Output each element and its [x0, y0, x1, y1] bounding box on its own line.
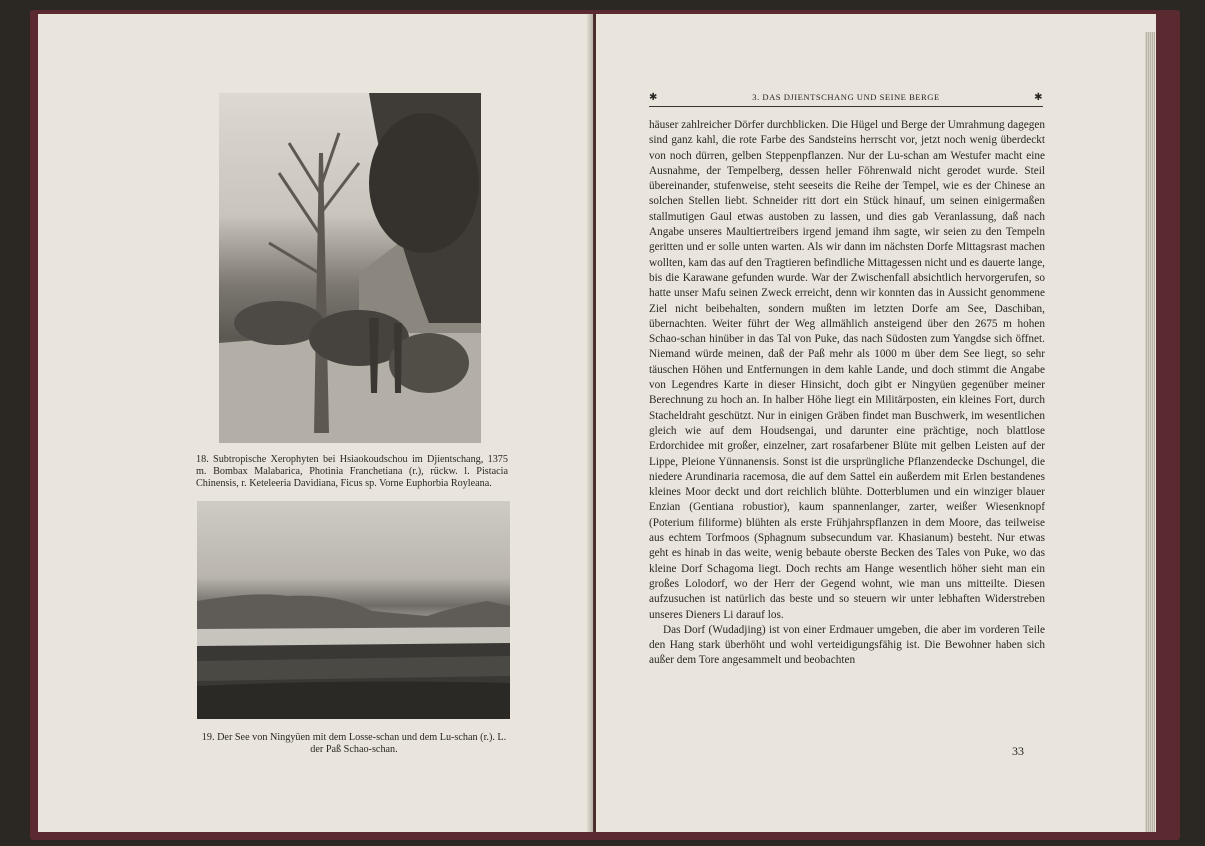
lake-ningyuen-image	[197, 501, 510, 719]
paragraph: häuser zahlreicher Dörfer durchblicken. Die Hügel und Berge der Umrahmung dagegen sind ganz kahl, die rote Farbe des Sandsteins herrscht vor, jetzt noch wenig überdeckt von noch dürren, gelben Steppenpflanzen. Nur der Lu-schan am Westufer macht eine Ausnahme, der Tempelberg, dessen heller Föhrenwald nicht gerodet wurde. Steil übereinander, stufenweise, steht seeseits die Reihe der Tempel, wie es der Chinese an solchen Stellen liebt. Schneider ritt dort ein Stück hinauf, um seinen einigermaßen stallmutigen Gaul etwas austoben zu lassen, und dies gab Veranlassung, daß nach Angabe unseres Maultiertreibers irgend jemand ihm sagte, wir seien zu den Tempeln geritten und er solle unten warten. Als wir dann im nächsten Dorfe Mittagsrast machen wollten, kam das auf den Tragtieren befindliche Mittagessen nicht und es dauerte lange, bis die Karawane gefunden wurde. War der Zwischenfall absichtlich hervorgerufen, so hatte unser Mafu seinen Zweck erreicht, denn wir konnten das in Aussicht genommene Ziel nicht beibehalten, sondern mußten im letzten Dorfe am See, Daschiban, übernachten. Weiter führt der Weg allmählich ansteigend über den 2675 m hohen Schao-schan hinüber in das Tal von Puke, das nach Südosten zum Yangdse sich öffnet. Niemand würde meinen, daß der Paß mehr als 1000 m über dem See liegt, so sehr täuschen Höhen und Entfernungen in dem kahle Lande, und doch stimmt die Angabe von Legendres Karte in dieser Hinsicht, doch gibt er Ningyüen gegenüber meiner Berechnung zu hoch an. In halber Höhe liegt ein Militärposten, ein kleines Fort, durch Stacheldraht geschützt. Nur in einigen Gräben findet man Buschwerk, im wesentlichen gleich wie auf dem Houdsengai, und darunter eine prächtige, noch blattlose Erdorchidee mit großer, einzelner, zart rosafarbener Blüte mit gelben Leisten auf der Lippe, Pleione Yünnanensis. Sonst ist die ursprüngliche Pflanzendecke Dschungel, die niedere Arundinaria racemosa, die auf dem Sattel ein außerdem mit Erlen bestandenes kleines Moor deckt und dort reichlich blühte. Dotterblumen und ein winziger blauer Enzian (Gentiana robustior), kaum spannenlanger, zarter, weißer Wiesenknopf (Poterium filiforme) blühten als erste Frühjahrspflanzen in dem Moore, das teilweise aus echtem Torfmoos (Sphagnum subsecundum var. Khasianum) besteht. Nur etwas geht es hinab in das weite, wenig bebaute oberste Becken des Tales von Puke, wo das kleine Dorf Schagoma liegt. Doch rechts am Hange wesentlich höher sieht man ein großes Lolodorf, wo der Herr der Gegend wohnt, wie man uns mitteilte. Diesen aufzusuchen ist natürlich das beste und so steuern wir unter lebhaften Widerstreben unseres Dieners Li darauf los.	[649, 119, 1045, 621]
body-text	[649, 118, 1045, 669]
right-page	[596, 14, 1156, 832]
page-number: 33	[1012, 744, 1024, 758]
page-edges	[1145, 32, 1155, 832]
running-head	[649, 92, 1043, 107]
figure-18-caption: 18. Subtropische Xerophyten bei Hsiaokoudschou im Djientschang, 1375 m. Bombax Malabarica, Photinia Franchetiana (r.), rückw. l. Pistacia Chinensis, r. Keteleeria Davidiana, Ficus sp. Vorne Euphorbia Royleana.	[196, 454, 508, 490]
figure-18-photo	[219, 93, 481, 443]
asterisk-icon: ✱	[649, 92, 658, 103]
figure-19-caption: 19. Der See von Ningyüen mit dem Losse-schan und dem Lu-schan (r.). L. der Paß Schao-schan.	[201, 732, 507, 756]
figure-19-photo	[197, 501, 510, 719]
running-head-title: 3. DAS DJIENTSCHANG UND SEINE BERGE	[752, 92, 940, 102]
left-page	[38, 14, 593, 832]
asterisk-icon: ✱	[1034, 92, 1043, 103]
xerophyte-landscape-image	[219, 93, 481, 443]
paragraph: Das Dorf (Wudadjing) ist von einer Erdmauer umgeben, die aber im vorderen Teile den Hang stark überhöht und wohl verteidigungsfähig ist. Die Bewohner haben sich außer dem Tore angesammelt und beobachten	[649, 623, 1045, 667]
